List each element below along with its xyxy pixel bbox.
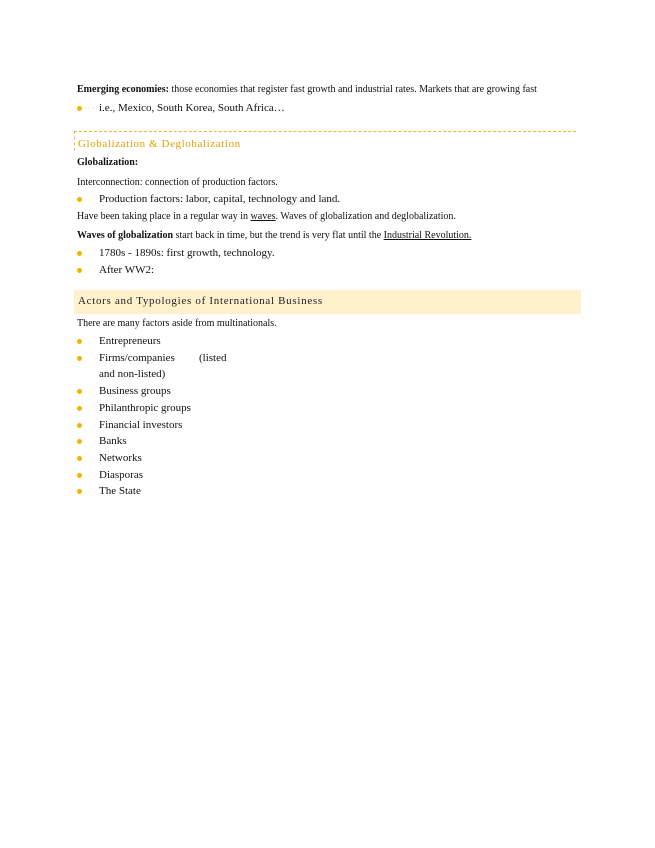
- list-item: Entrepreneurs: [77, 333, 227, 350]
- list-item: 1780s - 1890s: first growth, technology.: [77, 245, 275, 262]
- list-item: Financial investors: [77, 417, 227, 434]
- globalization-subheading: Globalization:: [77, 157, 139, 168]
- bullet-icon: [77, 339, 82, 344]
- bullet-icon: [77, 439, 82, 444]
- waves-term: Waves of globalization: [77, 230, 174, 241]
- list-item: i.e., Mexico, South Korea, South Africa…: [77, 100, 285, 117]
- list-item: Firms/companies (listed and non-listed): [77, 350, 227, 383]
- bullet-icon: [77, 356, 82, 361]
- interconnection-text: Interconnection: connection of production factors.: [77, 177, 278, 188]
- emerging-economies-term: Emerging economies:: [77, 84, 169, 95]
- emerging-economies-definition: those economies that register fast growth and industrial rates. Markets that are growing fast: [168, 84, 537, 95]
- list-item: Philanthropic groups: [77, 400, 227, 417]
- list-item: Business groups: [77, 383, 227, 400]
- bullet-icon: [77, 251, 82, 256]
- list-item: After WW2:: [77, 262, 275, 279]
- actors-list: [77, 333, 227, 500]
- waves-of-globalization-paragraph: Waves of globalization start back in time, but the trend is very flat until the Industrial Revolution.: [77, 230, 472, 241]
- industrial-revolution-link[interactable]: Industrial Revolution.: [383, 230, 472, 241]
- emerging-economies-paragraph: [77, 83, 537, 96]
- bullet-icon: [77, 423, 82, 428]
- section-heading-actors: Actors and Typologies of International Business: [74, 290, 581, 314]
- emerging-examples-list: [77, 100, 285, 117]
- list-item: Production factors: labor, capital, technology and land.: [77, 191, 340, 208]
- bullet-icon: [77, 406, 82, 411]
- bullet-icon: [77, 197, 82, 202]
- list-item: Diasporas: [77, 467, 227, 484]
- bullet-icon: [77, 268, 82, 273]
- list-item: Networks: [77, 450, 227, 467]
- list-item: The State: [77, 483, 227, 500]
- waves-link[interactable]: waves: [250, 211, 276, 222]
- list-item: Banks: [77, 433, 227, 450]
- actors-intro-text: There are many factors aside from multinationals.: [77, 318, 277, 329]
- bullet-icon: [77, 456, 82, 461]
- bullet-icon: [77, 473, 82, 478]
- bullet-icon: [77, 389, 82, 394]
- bullet-icon: [77, 106, 82, 111]
- production-factors-list: [77, 191, 340, 208]
- waves-paragraph: Have been taking place in a regular way in waves. Waves of globalization and deglobalization.: [77, 211, 456, 222]
- bullet-icon: [77, 489, 82, 494]
- section-heading-globalization: Globalization & Deglobalization: [74, 131, 576, 151]
- waves-list: [77, 245, 275, 278]
